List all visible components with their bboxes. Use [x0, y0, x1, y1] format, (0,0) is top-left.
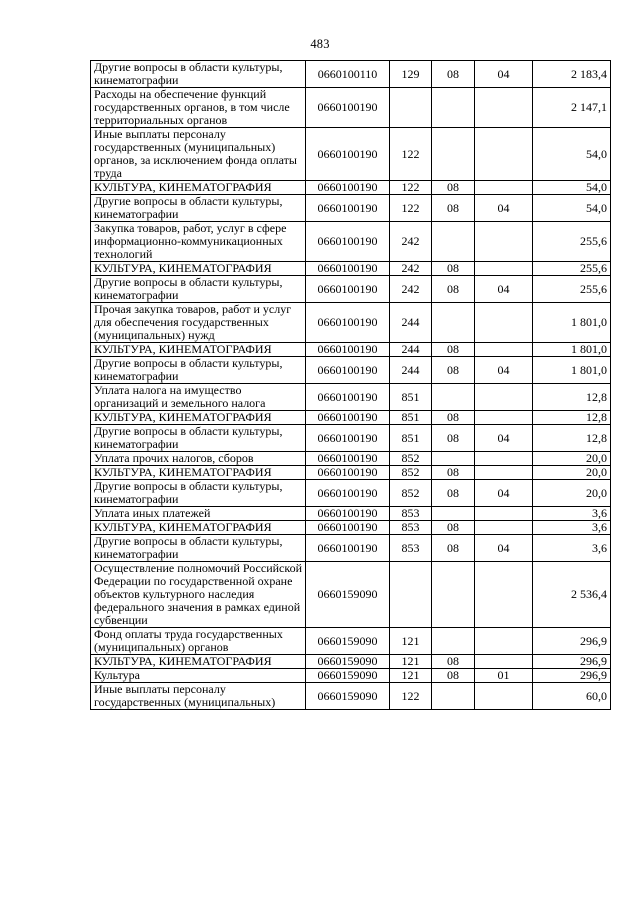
table-row	[91, 535, 611, 562]
row-name-cell: КУЛЬТУРА, КИНЕМАТОГРАФИЯ	[91, 262, 306, 276]
row-amount-cell: 20,0	[533, 480, 611, 507]
row-section-cell: 08	[432, 425, 475, 452]
table-row	[91, 343, 611, 357]
row-section-cell: 08	[432, 61, 475, 88]
row-subsection-cell	[475, 628, 533, 655]
row-code-cell: 0660100190	[306, 195, 390, 222]
row-code-cell: 0660100190	[306, 262, 390, 276]
row-name-cell: Другие вопросы в области культуры, кинематографии	[91, 425, 306, 452]
row-code-cell: 0660159090	[306, 669, 390, 683]
row-expense-type-cell: 122	[390, 683, 432, 710]
row-section-cell: 08	[432, 276, 475, 303]
row-amount-cell: 2 536,4	[533, 562, 611, 628]
row-code-cell: 0660159090	[306, 628, 390, 655]
row-name-cell: Расходы на обеспечение функций государственных органов, в том числе территориальных органов	[91, 88, 306, 128]
row-name-cell: Уплата прочих налогов, сборов	[91, 452, 306, 466]
row-code-cell: 0660159090	[306, 683, 390, 710]
row-subsection-cell: 04	[475, 425, 533, 452]
row-section-cell	[432, 222, 475, 262]
row-section-cell	[432, 507, 475, 521]
row-expense-type-cell: 851	[390, 425, 432, 452]
row-code-cell: 0660159090	[306, 562, 390, 628]
row-amount-cell: 2 183,4	[533, 61, 611, 88]
row-expense-type-cell: 853	[390, 507, 432, 521]
row-code-cell: 0660159090	[306, 655, 390, 669]
table-row	[91, 425, 611, 452]
row-code-cell: 0660100190	[306, 88, 390, 128]
row-amount-cell: 1 801,0	[533, 303, 611, 343]
row-code-cell: 0660100190	[306, 276, 390, 303]
table-row	[91, 303, 611, 343]
row-code-cell: 0660100110	[306, 61, 390, 88]
row-section-cell	[432, 88, 475, 128]
table-row	[91, 276, 611, 303]
row-name-cell: Другие вопросы в области культуры, кинематографии	[91, 480, 306, 507]
row-amount-cell: 12,8	[533, 425, 611, 452]
table-row	[91, 683, 611, 710]
row-expense-type-cell: 122	[390, 195, 432, 222]
row-name-cell: Культура	[91, 669, 306, 683]
row-subsection-cell	[475, 452, 533, 466]
row-amount-cell: 12,8	[533, 384, 611, 411]
row-code-cell: 0660100190	[306, 343, 390, 357]
row-subsection-cell	[475, 128, 533, 181]
budget-table	[90, 60, 611, 710]
row-expense-type-cell: 244	[390, 303, 432, 343]
row-subsection-cell	[475, 181, 533, 195]
row-expense-type-cell	[390, 88, 432, 128]
row-amount-cell: 1 801,0	[533, 357, 611, 384]
table-row	[91, 669, 611, 683]
row-name-cell: Уплата иных платежей	[91, 507, 306, 521]
row-subsection-cell	[475, 683, 533, 710]
row-subsection-cell	[475, 466, 533, 480]
row-expense-type-cell: 121	[390, 669, 432, 683]
row-name-cell: КУЛЬТУРА, КИНЕМАТОГРАФИЯ	[91, 466, 306, 480]
row-name-cell: Прочая закупка товаров, работ и услуг для обеспечения государственных (муниципальных) нужд	[91, 303, 306, 343]
row-subsection-cell	[475, 507, 533, 521]
row-expense-type-cell: 853	[390, 535, 432, 562]
row-expense-type-cell: 852	[390, 466, 432, 480]
row-amount-cell: 54,0	[533, 181, 611, 195]
row-expense-type-cell: 242	[390, 222, 432, 262]
row-expense-type-cell: 121	[390, 655, 432, 669]
row-code-cell: 0660100190	[306, 425, 390, 452]
table-row	[91, 521, 611, 535]
row-section-cell: 08	[432, 535, 475, 562]
row-section-cell	[432, 384, 475, 411]
row-name-cell: Иные выплаты персоналу государственных (муниципальных) органов, за исключением фонда оплаты труда	[91, 128, 306, 181]
row-amount-cell: 255,6	[533, 222, 611, 262]
row-expense-type-cell: 122	[390, 128, 432, 181]
row-subsection-cell	[475, 88, 533, 128]
row-amount-cell: 3,6	[533, 507, 611, 521]
row-name-cell: Другие вопросы в области культуры, кинематографии	[91, 61, 306, 88]
page-number: 483	[310, 37, 330, 51]
row-expense-type-cell: 851	[390, 384, 432, 411]
row-name-cell: КУЛЬТУРА, КИНЕМАТОГРАФИЯ	[91, 655, 306, 669]
row-expense-type-cell: 851	[390, 411, 432, 425]
row-name-cell: Закупка товаров, работ, услуг в сфере информационно-коммуникационных технологий	[91, 222, 306, 262]
row-expense-type-cell	[390, 562, 432, 628]
row-subsection-cell	[475, 562, 533, 628]
row-code-cell: 0660100190	[306, 535, 390, 562]
row-expense-type-cell: 121	[390, 628, 432, 655]
row-section-cell	[432, 303, 475, 343]
row-name-cell: КУЛЬТУРА, КИНЕМАТОГРАФИЯ	[91, 343, 306, 357]
row-amount-cell: 255,6	[533, 276, 611, 303]
row-section-cell: 08	[432, 411, 475, 425]
row-code-cell: 0660100190	[306, 466, 390, 480]
row-subsection-cell	[475, 343, 533, 357]
row-subsection-cell	[475, 521, 533, 535]
row-amount-cell: 296,9	[533, 655, 611, 669]
table-row	[91, 466, 611, 480]
table-row	[91, 411, 611, 425]
row-code-cell: 0660100190	[306, 507, 390, 521]
table-row	[91, 480, 611, 507]
row-subsection-cell: 04	[475, 535, 533, 562]
row-amount-cell: 20,0	[533, 452, 611, 466]
row-expense-type-cell: 852	[390, 480, 432, 507]
table-row	[91, 562, 611, 628]
row-subsection-cell	[475, 384, 533, 411]
row-name-cell: Другие вопросы в области культуры, кинематографии	[91, 535, 306, 562]
row-name-cell: Фонд оплаты труда государственных (муниципальных) органов	[91, 628, 306, 655]
row-code-cell: 0660100190	[306, 303, 390, 343]
row-section-cell: 08	[432, 357, 475, 384]
row-section-cell: 08	[432, 195, 475, 222]
row-subsection-cell	[475, 303, 533, 343]
row-expense-type-cell: 244	[390, 357, 432, 384]
row-name-cell: Иные выплаты персоналу государственных (муниципальных)	[91, 683, 306, 710]
row-amount-cell: 2 147,1	[533, 88, 611, 128]
table-row	[91, 61, 611, 88]
row-section-cell: 08	[432, 181, 475, 195]
row-amount-cell: 54,0	[533, 128, 611, 181]
row-name-cell: Другие вопросы в области культуры, кинематографии	[91, 276, 306, 303]
row-subsection-cell	[475, 655, 533, 669]
row-amount-cell: 3,6	[533, 535, 611, 562]
row-expense-type-cell: 129	[390, 61, 432, 88]
row-code-cell: 0660100190	[306, 128, 390, 181]
row-subsection-cell	[475, 411, 533, 425]
table-row	[91, 195, 611, 222]
table-row	[91, 384, 611, 411]
row-name-cell: Другие вопросы в области культуры, кинематографии	[91, 357, 306, 384]
row-subsection-cell: 04	[475, 276, 533, 303]
row-section-cell	[432, 683, 475, 710]
row-code-cell: 0660100190	[306, 452, 390, 466]
row-amount-cell: 60,0	[533, 683, 611, 710]
row-subsection-cell	[475, 222, 533, 262]
row-name-cell: Уплата налога на имущество организаций и земельного налога	[91, 384, 306, 411]
row-amount-cell: 1 801,0	[533, 343, 611, 357]
row-section-cell	[432, 128, 475, 181]
row-expense-type-cell: 853	[390, 521, 432, 535]
row-code-cell: 0660100190	[306, 357, 390, 384]
row-subsection-cell	[475, 262, 533, 276]
row-section-cell: 08	[432, 343, 475, 357]
row-code-cell: 0660100190	[306, 521, 390, 535]
row-code-cell: 0660100190	[306, 384, 390, 411]
table-row	[91, 655, 611, 669]
row-section-cell	[432, 452, 475, 466]
row-expense-type-cell: 122	[390, 181, 432, 195]
row-subsection-cell: 04	[475, 195, 533, 222]
table-row	[91, 452, 611, 466]
row-amount-cell: 54,0	[533, 195, 611, 222]
row-section-cell: 08	[432, 669, 475, 683]
row-section-cell: 08	[432, 521, 475, 535]
row-amount-cell: 3,6	[533, 521, 611, 535]
row-name-cell: Другие вопросы в области культуры, кинематографии	[91, 195, 306, 222]
row-name-cell: КУЛЬТУРА, КИНЕМАТОГРАФИЯ	[91, 521, 306, 535]
row-code-cell: 0660100190	[306, 181, 390, 195]
table-row	[91, 628, 611, 655]
row-subsection-cell: 04	[475, 480, 533, 507]
row-subsection-cell: 04	[475, 357, 533, 384]
row-expense-type-cell: 242	[390, 276, 432, 303]
row-section-cell	[432, 562, 475, 628]
table-row	[91, 88, 611, 128]
row-section-cell: 08	[432, 262, 475, 276]
row-amount-cell: 296,9	[533, 628, 611, 655]
row-amount-cell: 255,6	[533, 262, 611, 276]
row-code-cell: 0660100190	[306, 411, 390, 425]
table-row	[91, 262, 611, 276]
row-expense-type-cell: 244	[390, 343, 432, 357]
row-section-cell: 08	[432, 655, 475, 669]
row-section-cell: 08	[432, 480, 475, 507]
row-expense-type-cell: 852	[390, 452, 432, 466]
row-name-cell: КУЛЬТУРА, КИНЕМАТОГРАФИЯ	[91, 411, 306, 425]
row-code-cell: 0660100190	[306, 480, 390, 507]
row-name-cell: КУЛЬТУРА, КИНЕМАТОГРАФИЯ	[91, 181, 306, 195]
row-subsection-cell: 04	[475, 61, 533, 88]
table-row	[91, 128, 611, 181]
row-name-cell: Осуществление полномочий Российской Федерации по государственной охране объектов культурного наследия федерального значения в рамках единой субвенции	[91, 562, 306, 628]
row-section-cell: 08	[432, 466, 475, 480]
row-code-cell: 0660100190	[306, 222, 390, 262]
budget-table-body	[91, 61, 611, 710]
row-section-cell	[432, 628, 475, 655]
row-amount-cell: 20,0	[533, 466, 611, 480]
table-row	[91, 181, 611, 195]
table-row	[91, 222, 611, 262]
table-row	[91, 507, 611, 521]
row-amount-cell: 12,8	[533, 411, 611, 425]
row-subsection-cell: 01	[475, 669, 533, 683]
row-amount-cell: 296,9	[533, 669, 611, 683]
table-row	[91, 357, 611, 384]
row-expense-type-cell: 242	[390, 262, 432, 276]
